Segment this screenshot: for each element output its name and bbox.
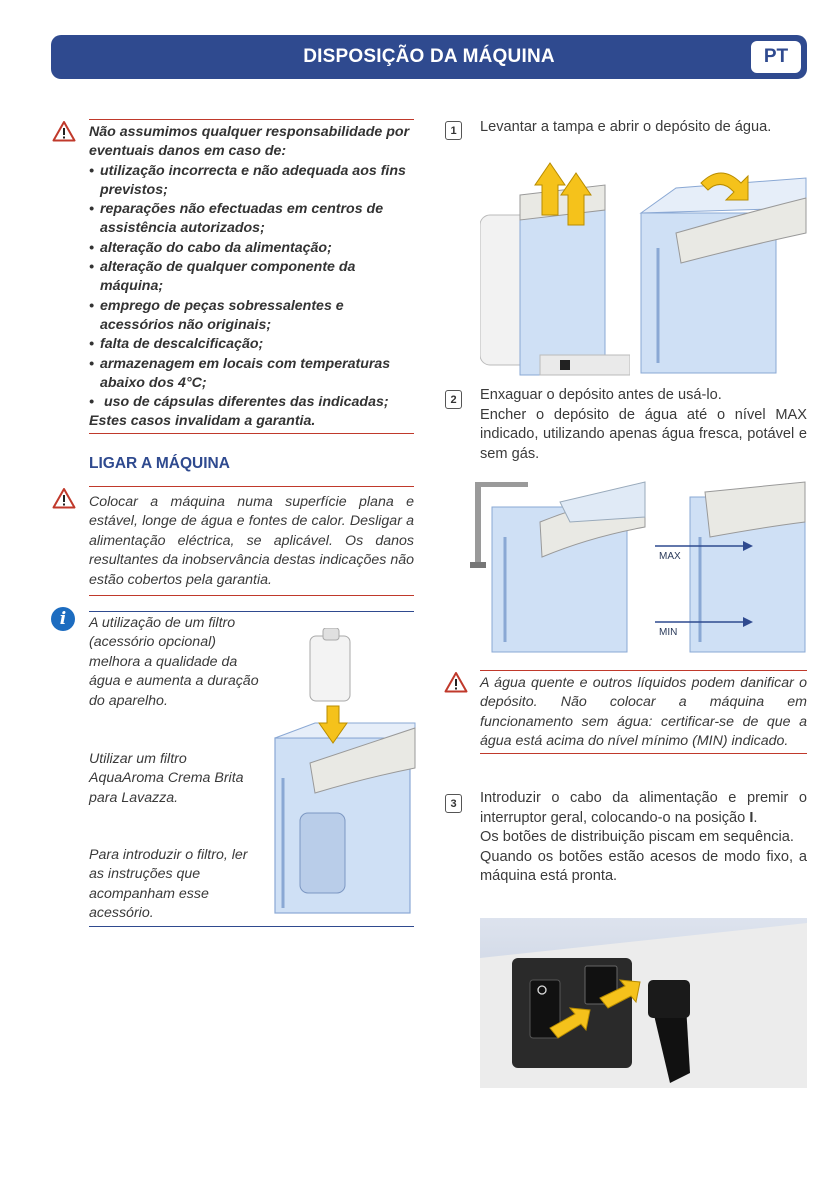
warning-icon — [52, 487, 76, 509]
tap-icon — [475, 482, 481, 567]
min-level-label: MIN — [659, 627, 678, 638]
list-item: • alteração do cabo da alimentação; — [89, 239, 415, 258]
step-3-ready: Quando os botões estão acesos de modo fixo, a máquina está pronta. — [480, 848, 807, 885]
disclaimer-list — [89, 162, 415, 413]
warning-water-text: A água quente e outros líquidos podem danificar o depósito. Não colocar a máquina em funcionamento sem água: certificar-se de que a água está acima do nível mínimo (MIN) indicado. — [480, 675, 807, 750]
step-number: 3 — [445, 794, 462, 813]
max-level-label: MAX — [659, 551, 681, 562]
section-title: LIGAR A MÁQUINA — [89, 455, 230, 472]
list-item: • uso de cápsulas diferentes das indicadas; — [89, 393, 415, 412]
list-item: • falta de descalcificação; — [89, 335, 415, 354]
disclaimer-closing: Estes casos invalidam a garantia. — [89, 413, 316, 430]
step-1-text: Levantar a tampa e abrir o depósito de água. — [480, 119, 772, 135]
divider — [89, 486, 414, 487]
filter-info-text: A utilização de um filtro (acessório opcional) melhora a qualidade da água e aumenta a duração do aparelho. — [89, 615, 259, 709]
warning-icon — [52, 120, 76, 142]
info-icon: i — [51, 607, 75, 631]
step-3-blink: Os botões de distribuição piscam em sequência. — [480, 829, 794, 846]
filter-cartridge — [300, 813, 345, 893]
divider — [89, 119, 414, 120]
filter-brand-text: Utilizar um filtro AquaAroma Crema Brita para Lavazza. — [89, 751, 244, 806]
disclaimer-intro: Não assumimos qualquer responsabilidade por eventuais danos em caso de: — [89, 124, 410, 160]
step-number: 1 — [445, 121, 462, 140]
page-header — [51, 35, 807, 79]
power-switch-figure — [480, 918, 807, 1088]
list-item: • reparações não efectuadas em centros de assistência autorizados; — [89, 200, 415, 239]
divider — [89, 926, 414, 927]
divider — [480, 670, 807, 671]
page-title: DISPOSIÇÃO DA MÁQUINA — [303, 46, 555, 67]
position-i: I — [749, 809, 754, 826]
divider — [89, 611, 414, 612]
fill-tank-figure — [470, 477, 650, 655]
filter-body — [310, 636, 350, 701]
tank-body — [520, 195, 605, 375]
warning-icon — [444, 671, 468, 693]
step-2-fill: Encher o depósito de água até o nível MAX indicado, utilizando apenas água fresca, potável e sem gás. — [480, 406, 807, 462]
step-number: 2 — [445, 390, 462, 409]
step-3-switch: Introduzir o cabo da alimentação e premir o interruptor geral, colocando-o na posição I. — [480, 790, 807, 826]
filter-instructions-text: Para introduzir o filtro, ler as instruções que acompanham esse acessório. — [89, 847, 248, 922]
divider — [89, 433, 414, 434]
divider — [89, 595, 414, 596]
divider — [480, 753, 807, 754]
list-item: • alteração de qualquer componente da máquina; — [89, 258, 415, 297]
list-item: • utilização incorrecta e não adequada aos fins previstos; — [89, 162, 415, 201]
step-2-rinse: Enxaguar o depósito antes de usá-lo. — [480, 387, 722, 403]
machine-lift-figure — [480, 155, 630, 380]
tank-levels-figure — [655, 477, 807, 655]
language-badge: PT — [751, 41, 801, 73]
filter-tank-figure — [255, 628, 420, 918]
warning-placement-text: Colocar a máquina numa superfície plana e estável, longe de água e fontes de calor. Desligar a alimentação eléctrica, se aplicável. Os danos resultantes da inobservância destas indicações não estão cobertos pela garantia. — [89, 494, 414, 588]
step-2-text — [480, 386, 807, 464]
tank-open-figure — [636, 158, 808, 380]
list-item: • emprego de peças sobressalentes e acessórios não originais; — [89, 297, 415, 336]
disclaimer-text — [89, 123, 415, 432]
list-item: • armazenagem em locais com temperaturas abaixo dos 4°C; — [89, 355, 415, 394]
step-3-text — [480, 789, 807, 887]
